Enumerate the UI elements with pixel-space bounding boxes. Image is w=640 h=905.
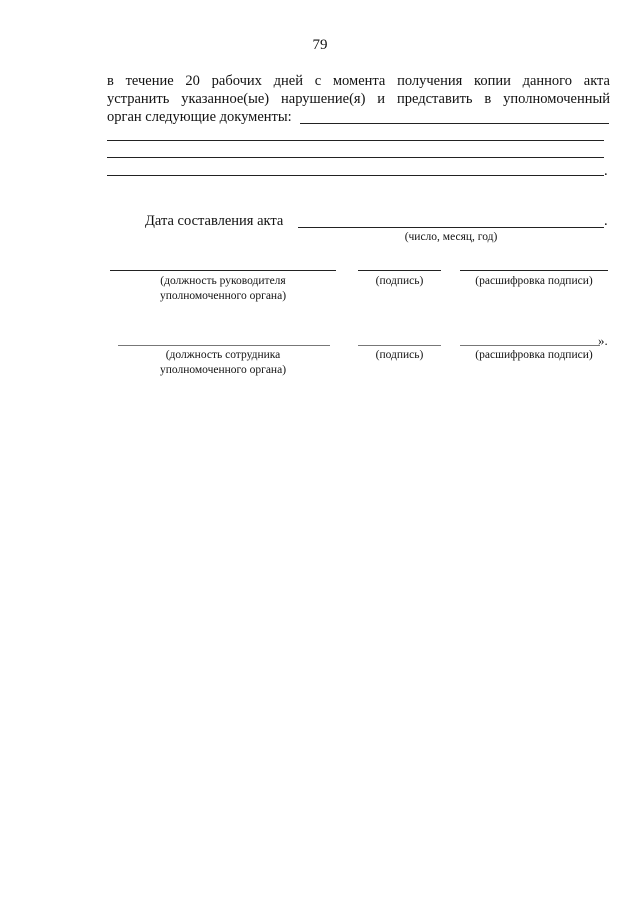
employee-end-mark: ».: [598, 333, 608, 348]
intro-line-1: в течение 20 рабочих дней с момента получения копии данного акта: [107, 73, 610, 89]
employee-decoding-line[interactable]: [460, 345, 600, 346]
head-position-caption-2: уполномоченного органа): [159, 290, 287, 302]
head-decoding-caption: (расшифровка подписи): [475, 275, 593, 287]
head-signature-line[interactable]: [358, 270, 441, 271]
employee-position-line[interactable]: [118, 345, 330, 346]
head-decoding-line[interactable]: [460, 270, 608, 271]
documents-fill-line-2[interactable]: [107, 140, 604, 141]
date-end-period: .: [604, 213, 608, 229]
head-position-caption-1: (должность руководителя: [160, 275, 286, 287]
documents-fill-line-1[interactable]: [300, 123, 609, 124]
documents-fill-line-4[interactable]: [107, 175, 604, 176]
employee-position-caption-2: уполномоченного органа): [159, 364, 287, 376]
head-signature-caption: (подпись): [375, 275, 424, 287]
employee-signature-caption: (подпись): [375, 349, 424, 361]
employee-signature-line[interactable]: [358, 345, 441, 346]
employee-position-caption-1: (должность сотрудника: [165, 349, 281, 361]
date-caption: (число, месяц, год): [404, 231, 498, 243]
page-number: 79: [312, 37, 328, 53]
head-position-line[interactable]: [110, 270, 336, 271]
employee-decoding-caption: (расшифровка подписи): [475, 349, 593, 361]
documents-end-period: .: [604, 163, 608, 179]
date-fill-line[interactable]: [298, 227, 604, 228]
documents-fill-line-3[interactable]: [107, 157, 604, 158]
intro-line-2: устранить указанное(ые) нарушение(я) и представить в уполномоченный: [107, 91, 610, 107]
date-label: Дата составления акта: [145, 213, 284, 229]
intro-line-3: орган следующие документы:: [107, 109, 292, 125]
